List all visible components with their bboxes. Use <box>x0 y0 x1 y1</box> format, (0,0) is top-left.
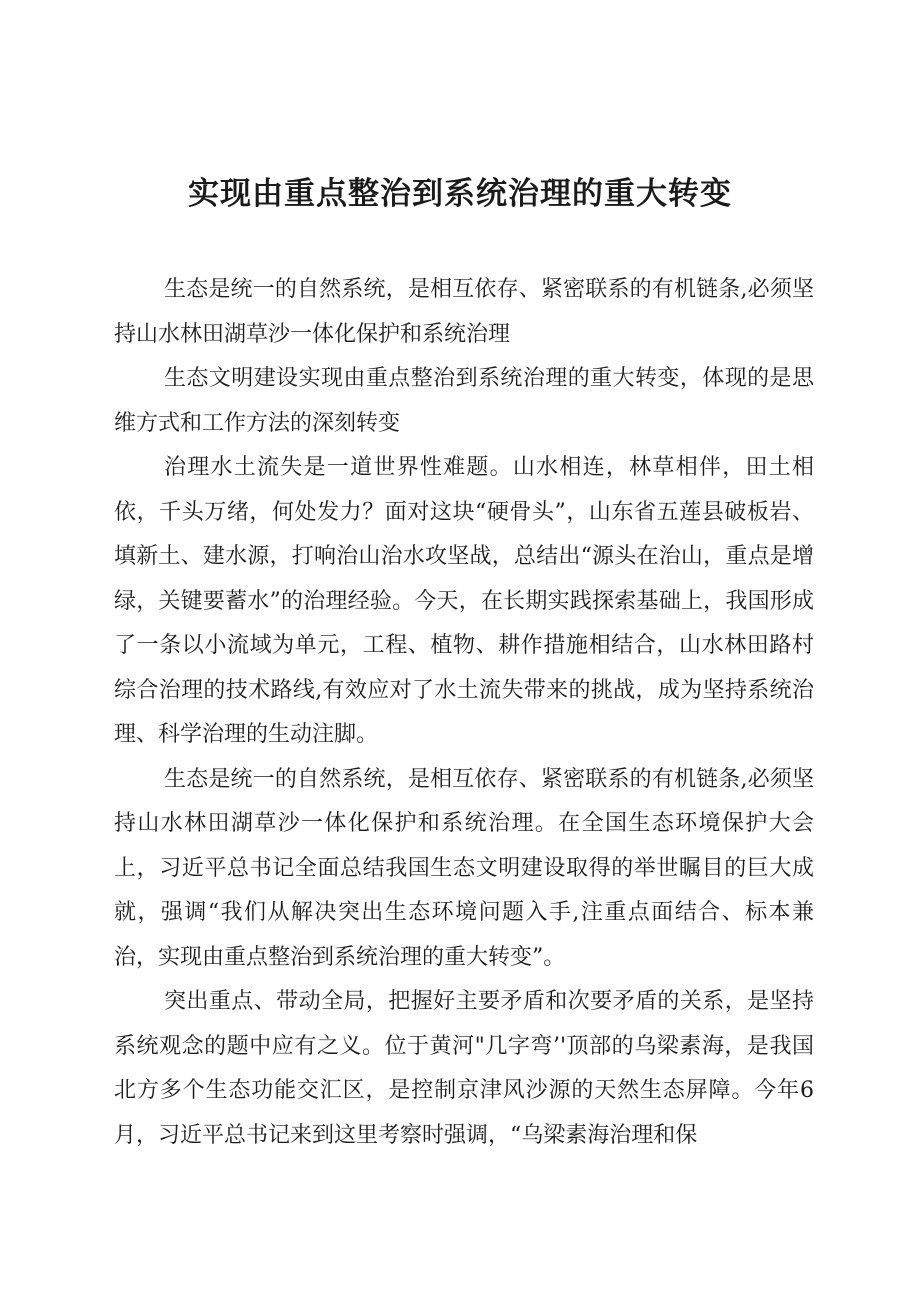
document-body <box>114 268 814 1158</box>
paragraph-3: 治理水土流失是一道世界性难题。山水相连，林草相伴，田土相依，千头万绪，何处发力？面对这块“硬骨头”，山东省五莲县破板岩、填新土、建水源，打响治山治水攻坚战，总结出“源头在治山，重点是增绿，关键要蓄水”的治理经验。今天，在长期实践探索基础上，我国形成了一条以小流域为单元，工程、植物、耕作措施相结合，山水林田路村综合治理的技术路线,有效应对了水土流失带来的挑战，成为坚持系统治理、科学治理的生动注脚。 <box>114 455 814 747</box>
paragraph-4: 生态是统一的自然系统，是相互依存、紧密联系的有机链条,必须坚持山水林田湖草沙一体化保护和系统治理。在全国生态环境保护大会上，习近平总书记全面总结我国生态文明建设取得的举世瞩目的巨大成就，强调“我们从解决突出生态环境问题入手,注重点面结合、标本兼治，实现由重点整治到系统治理的重大转变”。 <box>114 766 814 970</box>
paragraph-2: 生态文明建设实现由重点整治到系统治理的重大转变，体现的是思维方式和工作方法的深刻转变 <box>114 366 814 436</box>
paragraph-1: 生态是统一的自然系统，是相互依存、紧密联系的有机链条,必须坚持山水林田湖草沙一体化保护和系统治理 <box>114 277 814 347</box>
paragraph-5: 突出重点、带动全局，把握好主要矛盾和次要矛盾的关系，是坚持系统观念的题中应有之义。位于黄河"几字弯’'顶部的乌梁素海，是我国北方多个生态功能交汇区，是控制京津风沙源的天然生态屏障。今年6月，习近平总书记来到这里考察时强调，“乌梁素海治理和保 <box>114 989 814 1148</box>
document-title: 实现由重点整治到系统治理的重大转变 <box>188 176 732 212</box>
